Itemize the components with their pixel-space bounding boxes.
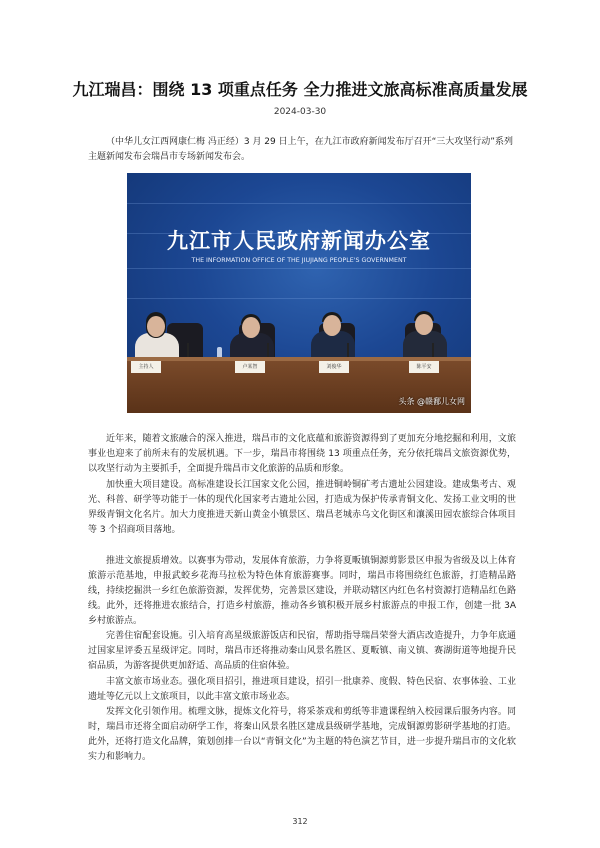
page-number: 312 (292, 817, 308, 826)
nameplate: 卢某智 (235, 361, 265, 373)
photo-banner-chinese: 九江市人民政府新闻办公室 (167, 229, 431, 253)
nameplate: 陈平安 (409, 361, 439, 373)
body-paragraph: 推进文旅提质增效。以赛事为带动，发展体育旅游，力争将夏畈镇铜源剪影景区申报为省级及以上体育旅游示范基地，申报武蛟乡花海马拉松为特色体育旅游赛事。同时，瑞昌市将围绕红色旅游，打造精品路线，持续挖掘洪一乡红色旅游资源，发挥优势，完善景区建设，并联动辖区内红色名村资源打造精品红色路线。此外，还将推进农旅结合，打造乡村旅游，推动各乡镇积极开展乡村旅游点的申报工作，创建一批 3A 乡村旅游点。 (88, 556, 516, 626)
article-lead: （中华儿女江西网康仁梅 冯正经）3 月 29 日上午，在九江市政府新闻发布厅召开“三大攻坚行动”系列主题新闻发布会瑞昌市专场新闻发布会。 (88, 137, 513, 162)
body-paragraph: 发挥文化引领作用。梳理文脉，提炼文化符号，将采茶戏和剪纸等非遗课程纳入校园课后服务内容。同时，瑞昌市还将全面启动研学工作，将秦山风景名胜区建成县级研学基地，完成铜源剪影研学基地的打造。此外，还将打造文化品牌，策划创排一台以“青铜文化”为主题的特色演艺节目，进一步提升瑞昌市的文化软实力和影响力。 (88, 707, 516, 762)
photo-banner-english: THE INFORMATION OFFICE OF THE JIUJIANG PEOPLE'S GOVERNMENT (191, 257, 407, 264)
nameplate: 主持人 (131, 361, 161, 373)
article-title: 九江瑞昌：围绕 13 项重点任务 全力推进文旅高标准高质量发展 (72, 80, 528, 99)
body-paragraph: 完善住宿配套设施。引入培育高星级旅游饭店和民宿，帮助指导瑞昌荣誉大酒店改造提升，力争年底通过国家星评委五星级评定。同时，瑞昌市还将推动秦山风景名胜区、夏畈镇、南义镇、赛湖街道等地提升民宿品质，为游客提供更加舒适、高品质的住宿体验。 (88, 631, 516, 671)
article-date: 2024-03-30 (273, 107, 327, 117)
photo-watermark: 头条 @赣鄱儿女网 (398, 397, 465, 406)
body-paragraph: 加快重大项目建设。高标准建设长江国家文化公园，推进铜岭铜矿考古遗址公园建设。建成集考古、观光、科普、研学等功能于一体的现代化国家考古遗址公园，打造成为保护传承青铜文化、发扬工业文明的世界级青铜文化名片。加大力度推进天新山黄金小镇景区、瑞昌老城赤乌文化街区和瀼溪田园农旅综合体项目等 3 个招商项目落地。 (88, 480, 516, 535)
nameplate: 刘俊华 (319, 361, 349, 373)
body-paragraph: 丰富文旅市场业态。强化项目招引，推进项目建设，招引一批康养、度假、特色民宿、农事体验、工业遗址等亿元以上文旅项目，以此丰富文旅市场业态。 (88, 677, 516, 702)
body-paragraph: 近年来，随着文旅融合的深入推进，瑞昌市的文化底蕴和旅游资源得到了更加充分地挖掘和利用，文旅事业也迎来了前所未有的发展机遇。下一步，瑞昌市将围绕 13 项重点任务，充分依托瑞昌文旅资源优势，以攻坚行动为主要抓手，全面提升瑞昌市文化旅游的品质和形象。 (88, 434, 516, 474)
press-conference-photo (127, 173, 471, 413)
